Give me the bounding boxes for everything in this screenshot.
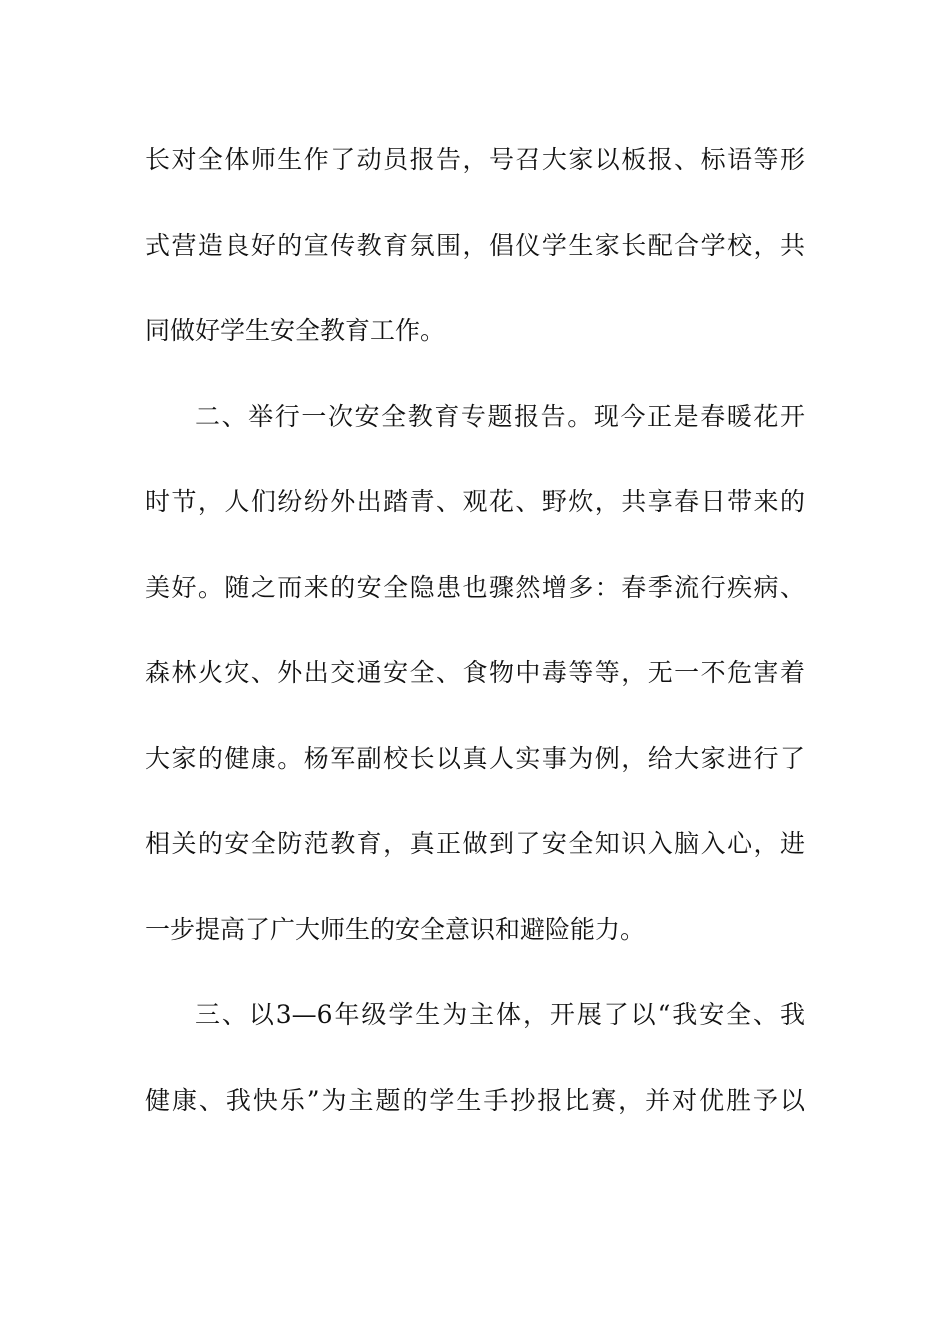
paragraph-line: 式营造良好的宣传教育氛围，倡仪学生家长配合学校，共 — [145, 231, 805, 260]
paragraph-line: 健康、我快乐”为主题的学生手抄报比赛，并对优胜予以 — [145, 1086, 805, 1115]
paragraph-line: 大家的健康。杨军副校长以真人实事为例，给大家进行了 — [145, 744, 805, 773]
paragraph-line: 一步提高了广大师生的安全意识和避险能力。 — [145, 915, 646, 944]
paragraph-line: 时节，人们纷纷外出踏青、观花、野炊，共享春日带来的 — [145, 487, 805, 516]
paragraph-line: 长对全体师生作了动员报告，号召大家以板报、标语等形 — [145, 145, 805, 174]
paragraph-line: 三、以3—6年级学生为主体，开展了以“我安全、我 — [195, 1000, 805, 1029]
paragraph-line: 二、举行一次安全教育专题报告。现今正是春暖花开 — [195, 402, 805, 431]
paragraph-line: 美好。随之而来的安全隐患也骤然增多：春季流行疾病、 — [145, 573, 805, 602]
paragraph-line: 森林火灾、外出交通安全、食物中毒等等，无一不危害着 — [145, 658, 805, 687]
paragraph-line: 同做好学生安全教育工作。 — [145, 316, 446, 345]
paragraph-line: 相关的安全防范教育，真正做到了安全知识入脑入心，进 — [145, 829, 805, 858]
